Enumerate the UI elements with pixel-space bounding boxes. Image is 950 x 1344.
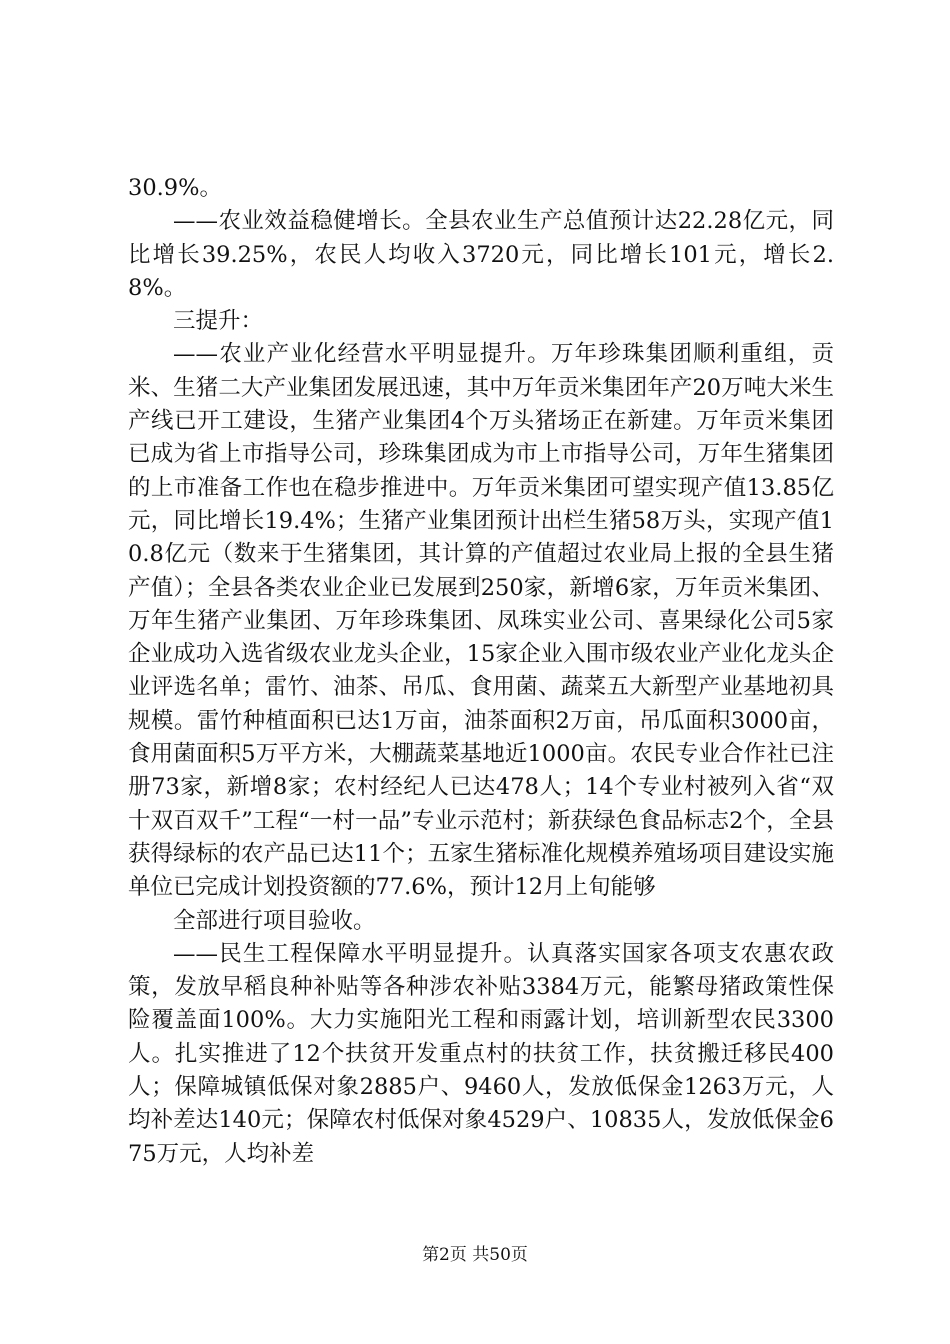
paragraph-livelihood: ——民生工程保障水平明显提升。认真落实国家各项支农惠农政策，发放早稻良种补贴等各种涉农补贴3384万元，能繁母猪政策性保险覆盖面100%。大力实施阳光工程和雨露计划，培训新型农民3300人。扎实推进了12个扶贫开发重点村的扶贫工作，扶贫搬迁移民400人；保障城镇低保对象2885户、9460人，发放低保金1263万元，人均补差达140元；保障农村低保对象4529户、10835人，发放低保金675万元，人均补差 bbox=[128, 940, 834, 1167]
paragraph-continuation: 30.9%。 bbox=[128, 175, 222, 201]
paragraph-acceptance: 全部进行项目验收。 bbox=[173, 907, 376, 934]
page-number-footer: 第2页 共50页 bbox=[422, 1245, 528, 1265]
section-heading-three-improvements: 三提升： bbox=[173, 308, 264, 335]
paragraph-industrialization: ——农业产业化经营水平明显提升。万年珍珠集团顺利重组，贡米、生猪二大产业集团发展迅速，其中万年贡米集团年产20万吨大米生产线已开工建设，生猪产业集团4个万头猪场正在新建。万年贡米集团已成为省上市指导公司，珍珠集团成为市上市指导公司，万年生猪集团的上市准备工作也在稳步推进中。万年贡米集团可望实现产值13.85亿元，同比增长19.4%；生猪产业集团预计出栏生猪58万头，实现产值10.8亿元（数来于生猪集团，其计算的产值超过农业局上报的全县生猪产值）；全县各类农业企业已发展到250家，新增6家，万年贡米集团、万年生猪产业集团、万年珍珠集团、凤珠实业公司、喜果绿化公司5家企业成功入选省级农业龙头企业，15家企业入围市级农业产业化龙头企业评选名单；雷竹、油茶、吊瓜、食用菌、蔬菜五大新型产业基地初具规模。雷竹种植面积已达1万亩，油茶面积2万亩，吊瓜面积3000亩，食用菌面积5万平方米，大棚蔬菜基地近1000亩。农民专业合作社已注册73家，新增8家；农村经纪人已达478人；14个专业村被列入省“双十双百双千”工程“一村一品”专业示范村；新获绿色食品标志2个，全县获得绿标的农产品已达11个；五家生猪标准化规模养殖场项目建设实施单位已完成计划投资额的77.6%，预计12月上旬能够 bbox=[128, 341, 834, 901]
paragraph-agri-benefit: ——农业效益稳健增长。全县农业生产总值预计达22.28亿元，同比增长39.25%，农民人均收入3720元，同比增长101元，增长2.8%。 bbox=[128, 208, 834, 301]
document-body bbox=[128, 172, 834, 1171]
